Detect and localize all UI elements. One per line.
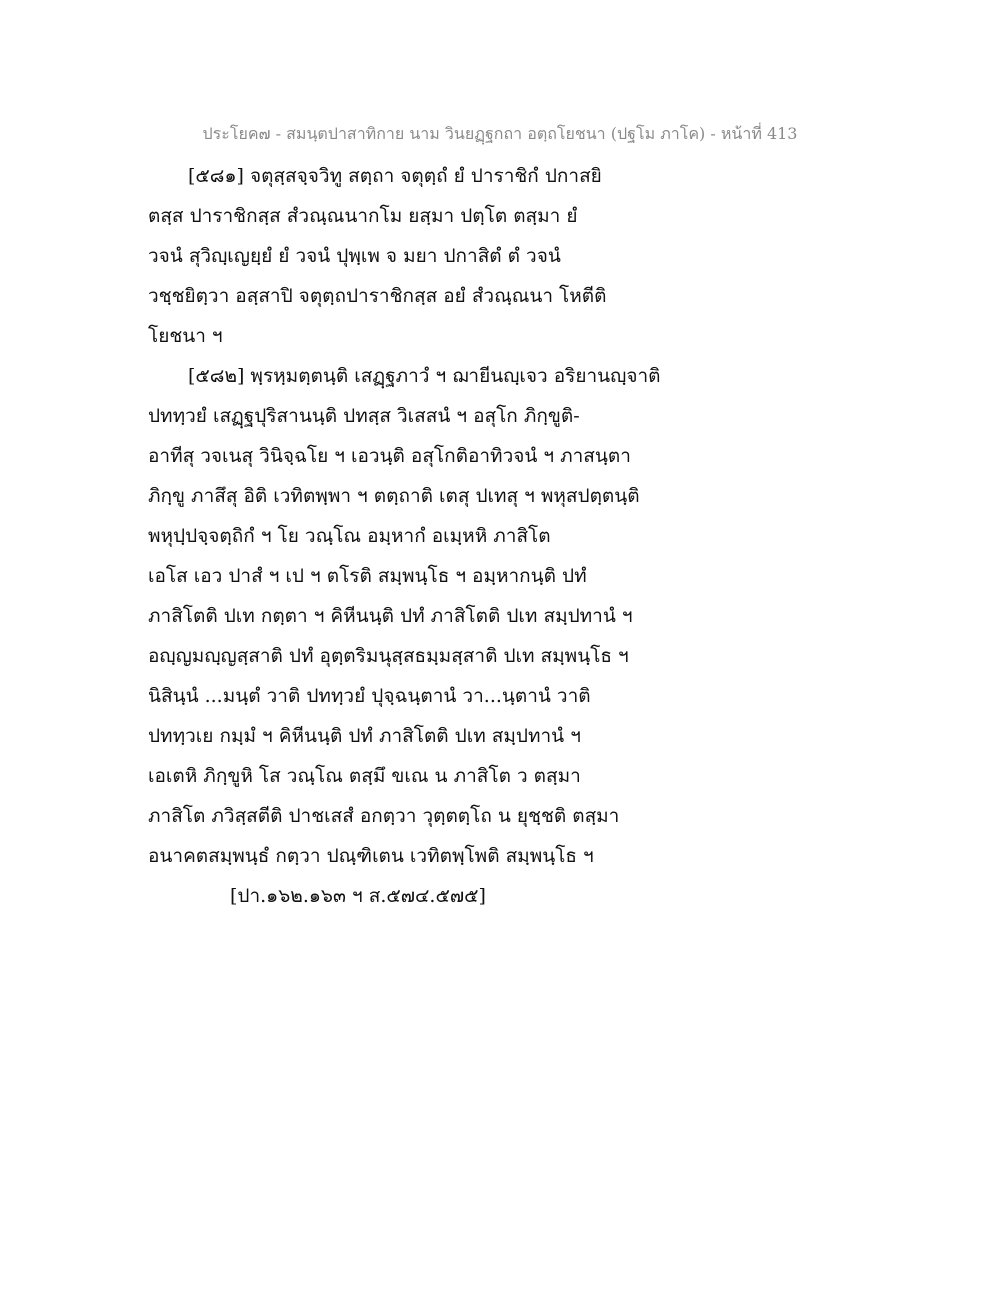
text-line: ภิกฺขู ภาสึสุ อิติ เวทิตพฺพา ฯ ตตฺถาติ เตสุ ปเทสุ ฯ พหุสปตฺตนฺติ: [148, 485, 640, 507]
text-line: เอเตหิ ภิกฺขูหิ โส วณฺโณ ตสฺมึ ขเณ น ภาสิโต ว ตสฺมา: [148, 765, 581, 787]
text-line: อาทีสุ วจเนสุ วินิจฺฉโย ฯ เอวนฺติ อสุโกติอาทิวจนํ ฯ ภาสนฺตา: [148, 445, 631, 467]
paragraph-582: [148, 356, 708, 876]
text-line: นิสินฺนํ ...มนฺตํ วาติ ปททฺวยํ ปุจฺฉนฺตานํ วา...นฺตานํ วาติ: [148, 685, 591, 707]
text-line: ภาสิโต ภวิสฺสตีติ ปาชเสสํ อกตฺวา วุตฺตตฺโถ น ยุชฺชติ ตสฺมา: [148, 805, 620, 827]
text-line: เอโส เอว ปาสํ ฯ เป ฯ ตโรติ สมฺพนฺโธ ฯ อมฺหากนฺติ ปทํ: [148, 565, 587, 587]
text-line: วชฺชยิตฺวา อสฺสาปิ จตุตฺถปาราชิกสฺส อยํ สํวณฺณนา โหตีติ: [148, 285, 607, 307]
reference-citation: [ปา.๑๖๒.๑๖๓ ฯ ส.๕๗๔.๕๗๕]: [230, 885, 486, 907]
text-line: [๕๘๑] จตุสฺสจฺจวิทู สตฺถา จตุตฺถํ ยํ ปาราชิกํ ปกาสยิ: [188, 165, 602, 187]
text-line: ปททฺวเย กมฺมํ ฯ คิหีนนฺติ ปทํ ภาสิโตติ ปเท สมฺปทานํ ฯ: [148, 725, 581, 747]
text-line: พหุปฺปจฺจตฺถิกํ ฯ โย วณฺโณ อมฺหากํ อเมฺหหิ ภาสิโต: [148, 525, 551, 547]
text-line: ภาสิโตติ ปเท กตฺตา ฯ คิหีนนฺติ ปทํ ภาสิโตติ ปเท สมฺปทานํ ฯ: [148, 605, 633, 627]
text-line: อนาคตสมฺพนฺธํ กตฺวา ปณฺฑิเตน เวทิตพฺโพติ สมฺพนฺโธ ฯ: [148, 845, 594, 867]
running-header: ประโยค๗ - สมนฺตปาสาทิกาย นาม วินยฏฺฐกถา อตฺถโยชนา (ปฐโม ภาโค) - หน้าที่ 413: [202, 124, 798, 143]
body-text: [148, 156, 708, 916]
text-line: อญฺญมญฺญสฺสาติ ปทํ อุตฺตริมนุสฺสธมฺมสฺสาติ ปเท สมฺพนฺโธ ฯ: [148, 645, 629, 667]
paragraph-581: [148, 156, 708, 356]
text-line: ปททฺวยํ เสฏฺฐปุริสานนฺติ ปทสฺส วิเสสนํ ฯ อสุโก ภิกฺขูติ-: [148, 405, 580, 427]
text-line: ตสฺส ปาราชิกสฺส สํวณฺณนากโม ยสฺมา ปตฺโต ตสฺมา ยํ: [148, 205, 578, 227]
text-line: โยชนา ฯ: [148, 325, 223, 347]
text-line: วจนํ สุวิญฺเญยฺยํ ยํ วจนํ ปุพฺเพ จ มยา ปกาสิตํ ตํ วจนํ: [148, 245, 561, 267]
text-line: [๕๘๒] พฺรหฺมตฺตนฺติ เสฏฺฐภาวํ ฯ ฌายีนญฺเจว อริยานญฺจาติ: [188, 365, 661, 387]
